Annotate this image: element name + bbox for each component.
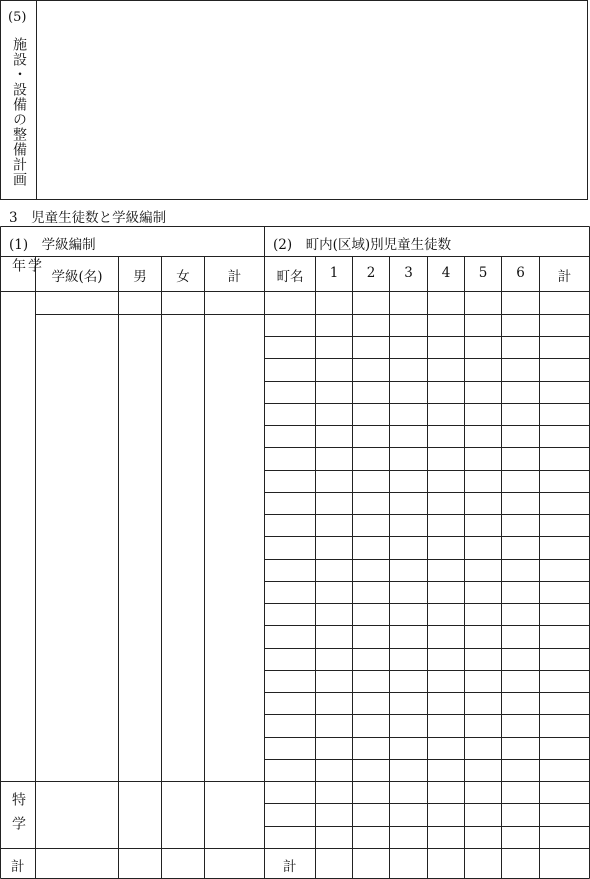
- header-male: 男: [133, 269, 147, 285]
- header-town: 町名: [276, 269, 304, 285]
- header-grade-3: 3: [404, 265, 413, 281]
- by-town-title: (2) 町内(区域)別児童生徒数: [273, 237, 452, 253]
- header-grade-1: 1: [329, 265, 339, 281]
- special-class-label: 特学: [10, 792, 26, 840]
- town-total-label: 計: [283, 859, 297, 875]
- header-female: 女: [176, 269, 190, 285]
- facility-plan-label: 施設・設備の整備計画: [11, 37, 27, 187]
- class-org-title: (1) 学級編制: [9, 237, 96, 253]
- section-heading: 3 児童生徒数と学級編制: [9, 210, 167, 226]
- header-grade-5: 5: [478, 265, 488, 281]
- header-grade-6: 6: [516, 265, 525, 281]
- class-total-label: 計: [11, 859, 25, 875]
- section-number: (5): [8, 10, 27, 25]
- header-total: 計: [227, 269, 242, 285]
- header-town-total: 計: [557, 269, 572, 285]
- header-grade-4: 4: [441, 265, 451, 281]
- header-class: 学級(名): [51, 269, 103, 285]
- header-grade-2: 2: [366, 265, 376, 281]
- header-grade: 学年: [10, 258, 42, 278]
